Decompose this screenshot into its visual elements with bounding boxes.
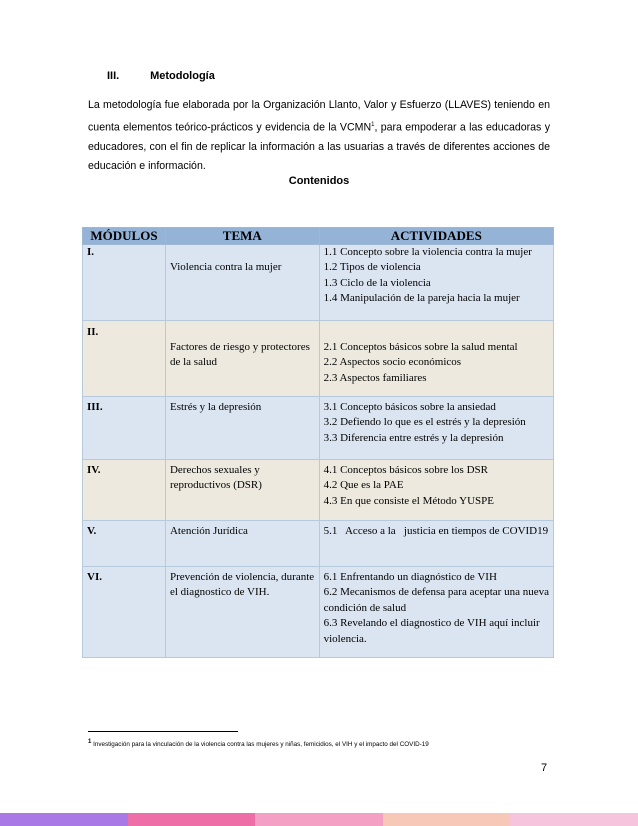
activity-item: 1.4 Manipulación de la pareja hacia la mujer	[323, 292, 520, 304]
section-title: Metodología	[150, 70, 215, 82]
color-bar-segment	[510, 813, 638, 826]
theme-cell: Violencia contra la mujer	[165, 244, 319, 320]
modules-table	[82, 227, 554, 658]
page-number: 7	[541, 762, 548, 774]
module-cell: IV.	[83, 459, 166, 520]
activity-item: 1.1 Concepto sobre la violencia contra la mujer	[323, 245, 532, 258]
activity-item: 6.3 Revelando el diagnostico de VIH aquí incluir violencia.	[323, 617, 540, 645]
activity-item: 5.1 Acceso a la justicia en tiempos de COVID19	[323, 524, 549, 537]
footnote-separator	[88, 731, 238, 732]
activities-cell	[319, 520, 553, 566]
activities-cell	[319, 566, 553, 657]
activities-cell	[319, 459, 553, 520]
intro-text-after: , para empoderar a las educadoras y educadores, con el fin de replicar la información a las usuarias a través de diferentes acciones de educación e información.	[88, 121, 551, 173]
theme-cell: Factores de riesgo y protectores de la salud	[165, 320, 319, 396]
color-bar-segment	[0, 813, 128, 826]
table-row	[83, 520, 554, 566]
footnote-text: Investigación para la vinculación de la violencia contra las mujeres y niñas, femicidios, el VIH y el impacto del COVID-19	[91, 741, 429, 749]
activities-cell	[319, 244, 553, 320]
table-row	[83, 396, 554, 459]
activity-item: 6.1 Enfrentando un diagnóstico de VIH	[323, 570, 497, 583]
section-heading	[107, 70, 215, 82]
color-bar-segment	[128, 813, 256, 826]
theme-cell: Derechos sexuales y reproductivos (DSR)	[165, 459, 319, 520]
footnote-reference[interactable]: 1	[371, 121, 375, 128]
color-bar-segment	[383, 813, 511, 826]
activity-item: 4.1 Conceptos básicos sobre los DSR	[323, 463, 488, 476]
intro-paragraph	[88, 96, 550, 177]
theme-cell: Atención Jurídica	[165, 520, 319, 566]
module-cell: VI.	[83, 566, 166, 657]
activity-item: 4.2 Que es la PAE	[323, 479, 404, 491]
module-cell: V.	[83, 520, 166, 566]
activity-item: 3.2 Defiendo lo que es el estrés y la depresión	[323, 416, 526, 428]
intro-text-before: La metodología fue elaborada por la Organización Llanto, Valor y Esfuerzo (LLAVES) teniendo en cuenta elementos teórico-prácticos y evidencia de la VCMN	[88, 99, 550, 134]
activities-cell	[319, 396, 553, 459]
color-bar-segment	[255, 813, 383, 826]
module-cell: II.	[83, 320, 166, 396]
table-row	[83, 244, 554, 320]
table-row	[83, 566, 554, 657]
activity-item: 6.2 Mecanismos de defensa para aceptar una nueva condición de salud	[323, 586, 549, 614]
table-row	[83, 320, 554, 396]
activity-item: 3.3 Diferencia entre estrés y la depresión	[323, 431, 504, 444]
section-number: III.	[107, 70, 120, 82]
table-header-row	[83, 228, 554, 245]
table-row	[83, 459, 554, 520]
activity-item: 1.2 Tipos de violencia	[323, 261, 421, 273]
footnote	[88, 739, 429, 748]
theme-cell: Prevención de violencia, durante el diagnostico de VIH.	[165, 566, 319, 657]
theme-cell: Estrés y la depresión	[165, 396, 319, 459]
module-cell: I.	[83, 244, 166, 320]
activity-item: 1.3 Ciclo de la violencia	[323, 276, 431, 289]
header-modulos: MÓDULOS	[83, 228, 166, 245]
header-tema: TEMA	[165, 228, 319, 245]
activity-item: 4.3 En que consiste el Método YUSPE	[323, 494, 494, 507]
header-actividades: ACTIVIDADES	[319, 228, 553, 245]
activity-item: 2.3 Aspectos familiares	[323, 371, 427, 384]
activity-item: 2.2 Aspectos socio económicos	[323, 356, 462, 368]
activities-cell	[319, 320, 553, 396]
decorative-color-bar	[0, 813, 638, 826]
activity-item: 2.1 Conceptos básicos sobre la salud mental	[323, 340, 518, 353]
module-cell: III.	[83, 396, 166, 459]
activity-item: 3.1 Concepto básicos sobre la ansiedad	[323, 400, 496, 413]
footnote-marker: 1	[88, 739, 92, 745]
contents-title: Contenidos	[288, 175, 350, 187]
